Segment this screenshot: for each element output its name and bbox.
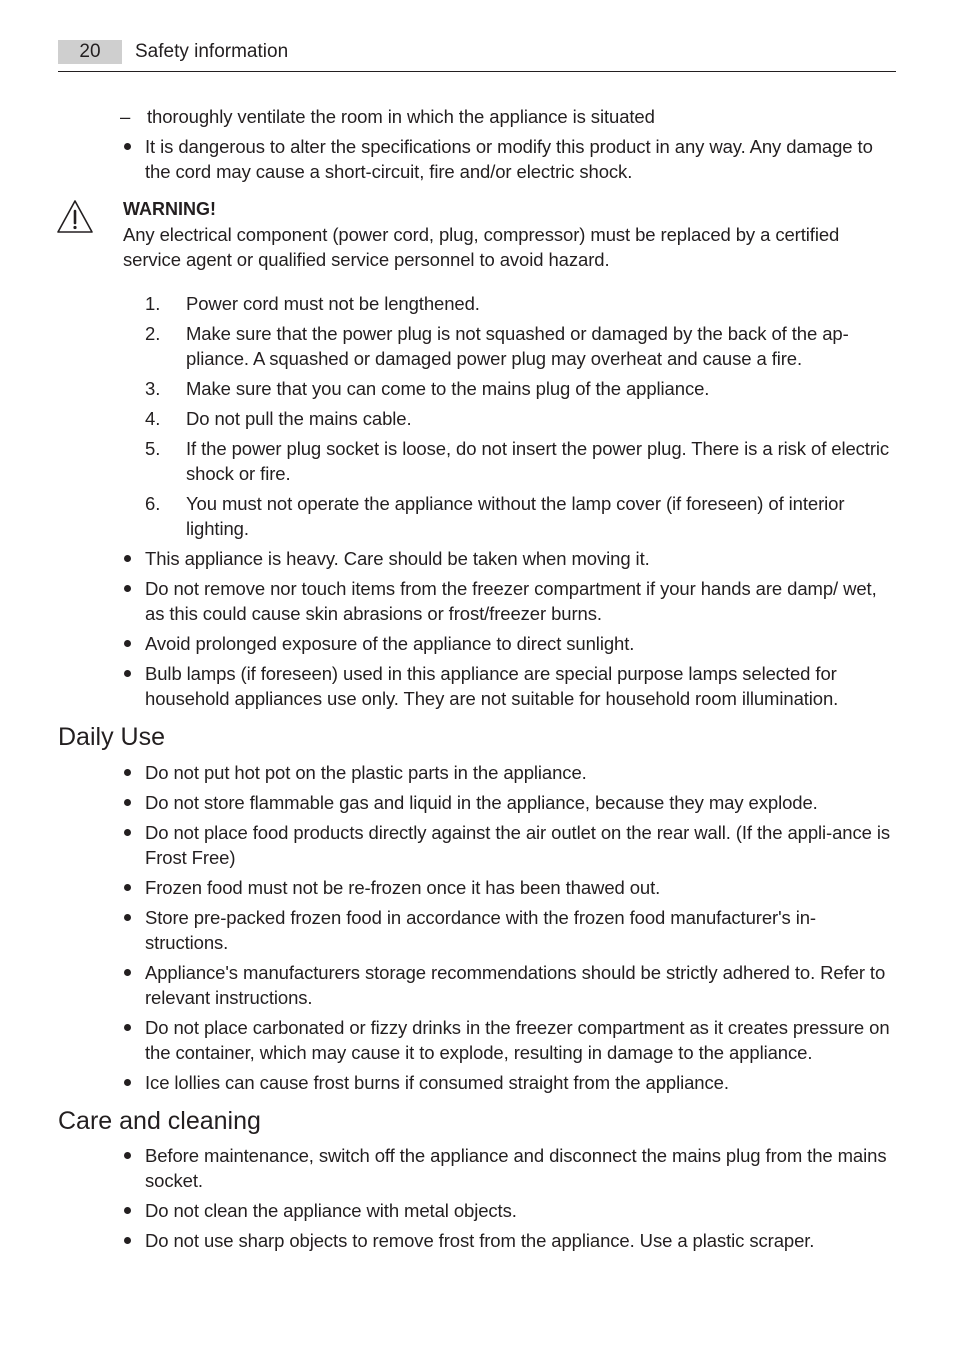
warning-block	[56, 197, 896, 277]
continuation-text: thoroughly ventilate the room in which the appliance is situated	[147, 106, 655, 127]
list-item	[145, 960, 897, 1010]
list-item	[145, 820, 897, 870]
numbered-item	[145, 436, 898, 486]
item-number: 3.	[145, 378, 161, 399]
numbered-item	[145, 291, 898, 316]
bullet-marker	[124, 769, 131, 776]
numbered-item-text: Make sure that you can come to the mains plug of the appliance.	[186, 378, 710, 399]
list-item-text: Appliance's manufacturers storage recommendations should be strictly adhered to. Refer to relevant instructions.	[145, 962, 886, 1008]
bullet-marker	[124, 969, 131, 976]
bullet-marker	[124, 884, 131, 891]
list-item-text: Do not put hot pot on the plastic parts in the appliance.	[145, 762, 587, 783]
item-number: 5.	[145, 438, 161, 459]
list-item-text: Frozen food must not be re-frozen once it has been thawed out.	[145, 877, 661, 898]
list-item-text: Before maintenance, switch off the appliance and disconnect the mains plug from the mains socket.	[145, 1145, 887, 1191]
list-item-text: Do not place food products directly against the air outlet on the rear wall. (If the appli-ance is Frost Free)	[145, 822, 891, 868]
list-item	[145, 1198, 897, 1223]
warning-title: WARNING!	[123, 199, 216, 219]
bullet-marker	[124, 640, 131, 647]
list-item	[145, 875, 897, 900]
bullet-marker	[124, 585, 131, 592]
bullet-marker	[124, 799, 131, 806]
list-item	[145, 661, 897, 711]
intro-bullet-list	[145, 134, 897, 189]
numbered-item	[145, 321, 898, 371]
numbered-item-text: You must not operate the appliance without the lamp cover (if foreseen) of interior lighting.	[186, 493, 845, 539]
care-cleaning-heading: Care and cleaning	[58, 1107, 261, 1135]
warning-body: Any electrical component (power cord, plug, compressor) must be replaced by a certified service agent or qualified service personnel to avoid hazard.	[123, 224, 840, 270]
dash-marker: –	[120, 106, 131, 127]
list-item-text: It is dangerous to alter the specifications or modify this product in any way. Any damage to the cord may cause a short-circuit, fire and/or electric shock.	[145, 136, 873, 182]
list-item	[145, 760, 897, 785]
list-item-text: Avoid prolonged exposure of the appliance to direct sunlight.	[145, 633, 635, 654]
list-item-text: Do not clean the appliance with metal objects.	[145, 1200, 517, 1221]
numbered-item-text: Do not pull the mains cable.	[186, 408, 412, 429]
item-number: 6.	[145, 493, 161, 514]
bullet-marker	[124, 143, 131, 150]
page-number: 20	[58, 40, 122, 64]
bullet-marker	[124, 1152, 131, 1159]
daily-use-heading: Daily Use	[58, 723, 165, 751]
list-item	[145, 905, 897, 955]
list-item-text: Do not store flammable gas and liquid in the appliance, because they may explode.	[145, 792, 818, 813]
bullet-marker	[124, 1079, 131, 1086]
list-item	[145, 1015, 897, 1065]
item-number: 1.	[145, 293, 161, 314]
numbered-item	[145, 491, 898, 541]
item-number: 2.	[145, 323, 161, 344]
list-item-text: Do not use sharp objects to remove frost from the appliance. Use a plastic scraper.	[145, 1230, 815, 1251]
list-item	[145, 1070, 897, 1095]
list-item-text: Store pre-packed frozen food in accordance with the frozen food manufacturer's in-structions.	[145, 907, 816, 953]
bullet-marker	[124, 555, 131, 562]
section-title: Safety information	[135, 41, 289, 62]
page-header	[58, 40, 896, 72]
list-item	[145, 631, 897, 656]
item-number: 4.	[145, 408, 161, 429]
numbered-list	[145, 291, 898, 546]
numbered-item-text: Make sure that the power plug is not squashed or damaged by the back of the ap-pliance. A squashed or damaged power plug may overheat and cause a fire.	[186, 323, 849, 369]
list-item	[145, 576, 897, 626]
bullet-marker	[124, 1024, 131, 1031]
daily-use-bullet-list	[145, 760, 897, 1100]
general-bullet-list	[145, 546, 897, 716]
list-item	[145, 1143, 897, 1193]
list-item	[145, 134, 897, 184]
bullet-marker	[124, 829, 131, 836]
bullet-marker	[124, 914, 131, 921]
list-item	[145, 1228, 897, 1253]
list-item	[145, 790, 897, 815]
list-item-text: Do not remove nor touch items from the freezer compartment if your hands are damp/ wet, as this could cause skin abrasions or frost/freezer burns.	[145, 578, 877, 624]
warning-triangle-icon	[56, 199, 94, 235]
list-item-text: Ice lollies can cause frost burns if consumed straight from the appliance.	[145, 1072, 729, 1093]
list-item-text: Bulb lamps (if foreseen) used in this appliance are special purpose lamps selected for household appliances use only. They are not suitable for household room illumination.	[145, 663, 839, 709]
numbered-item-text: Power cord must not be lengthened.	[186, 293, 480, 314]
bullet-marker	[124, 1237, 131, 1244]
numbered-item	[145, 376, 898, 401]
list-item-text: This appliance is heavy. Care should be taken when moving it.	[145, 548, 650, 569]
numbered-item	[145, 406, 898, 431]
care-cleaning-bullet-list	[145, 1143, 897, 1258]
list-item-text: Do not place carbonated or fizzy drinks in the freezer compartment as it creates pressure on the container, which may cause it to explode, resulting in damage to the appliance.	[145, 1017, 890, 1063]
list-item	[145, 546, 897, 571]
numbered-item-text: If the power plug socket is loose, do not insert the power plug. There is a risk of electric shock or fire.	[186, 438, 890, 484]
bullet-marker	[124, 670, 131, 677]
bullet-marker	[124, 1207, 131, 1214]
